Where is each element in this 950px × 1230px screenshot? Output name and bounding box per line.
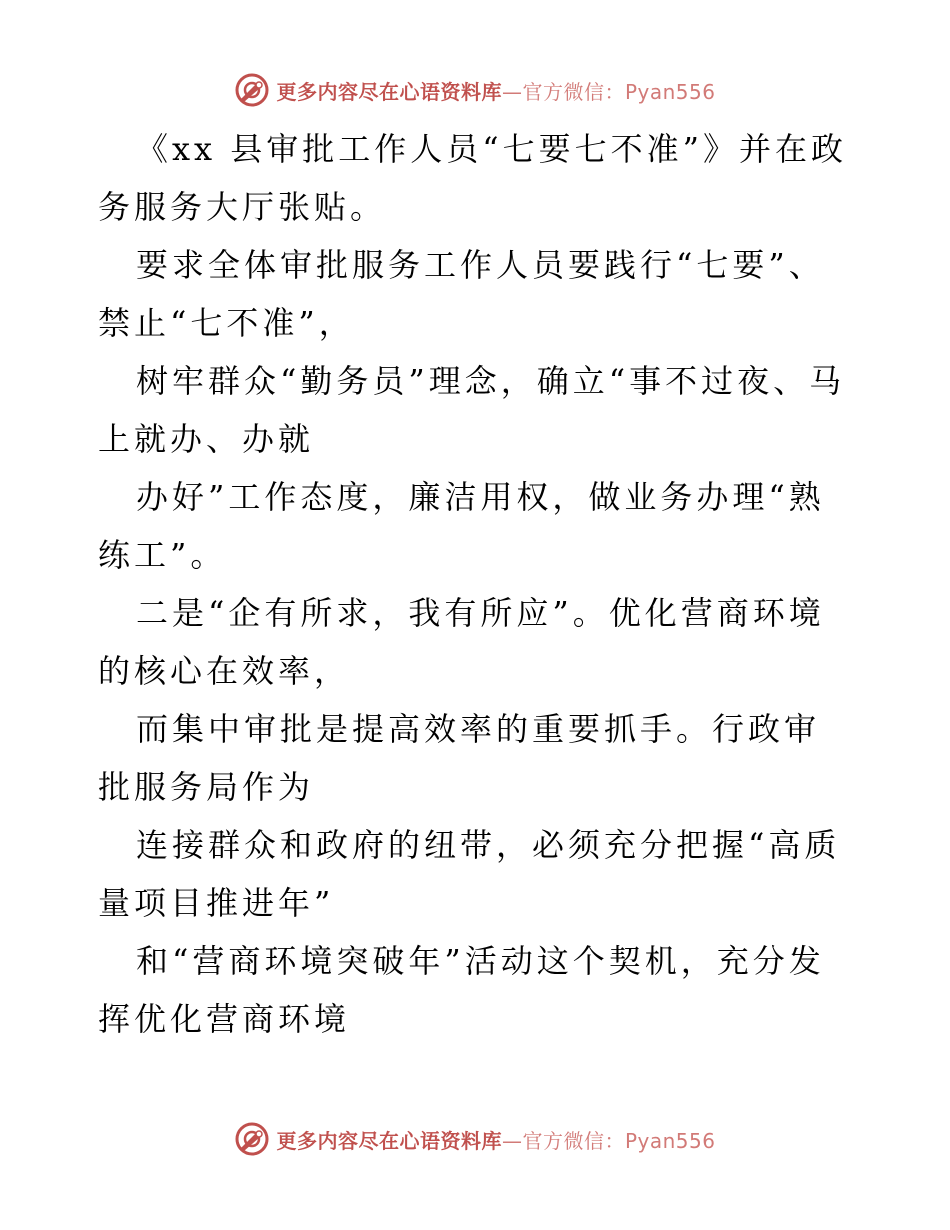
paragraph-6: 而集中审批是提高效率的重要抓手。行政审批服务局作为: [98, 710, 821, 806]
footer-strong-text: 更多内容尽在心语资料库: [276, 1128, 502, 1153]
header-light-text: —官方微信：Pyan556: [501, 79, 716, 104]
paragraph-5: 二是“企有所求，我有所应”。优化营商环境的核心在效率，: [98, 594, 825, 690]
document-body: [98, 120, 850, 1048]
paragraph-4: 办好”工作态度，廉洁用权，做业务办理“熟练工”。: [98, 478, 825, 574]
paragraph-2: 要求全体审批服务工作人员要践行“七要”、禁止“七不准”，: [98, 246, 825, 342]
paragraph-7: 连接群众和政府的纽带，必须充分把握“高质量项目推进年”: [98, 826, 841, 922]
header-watermark-text: [276, 76, 715, 105]
footer-watermark: [0, 1117, 950, 1161]
header-strong-text: 更多内容尽在心语资料库: [276, 79, 502, 104]
footer-watermark-text: [276, 1125, 715, 1154]
footer-light-text: —官方微信：Pyan556: [501, 1128, 716, 1153]
header-watermark: [0, 68, 950, 112]
paragraph-8: 和“营商环境突破年”活动这个契机，充分发挥优化营商环境: [98, 942, 825, 1038]
paragraph-3: 树牢群众“勤务员”理念，确立“事不过夜、马上就办、办就: [98, 362, 846, 458]
paragraph-1: 《xx 县审批工作人员“七要七不准”》并在政务服务大厅张贴。: [98, 130, 847, 226]
brand-logo-icon: [234, 1121, 270, 1157]
brand-logo-icon: [234, 72, 270, 108]
